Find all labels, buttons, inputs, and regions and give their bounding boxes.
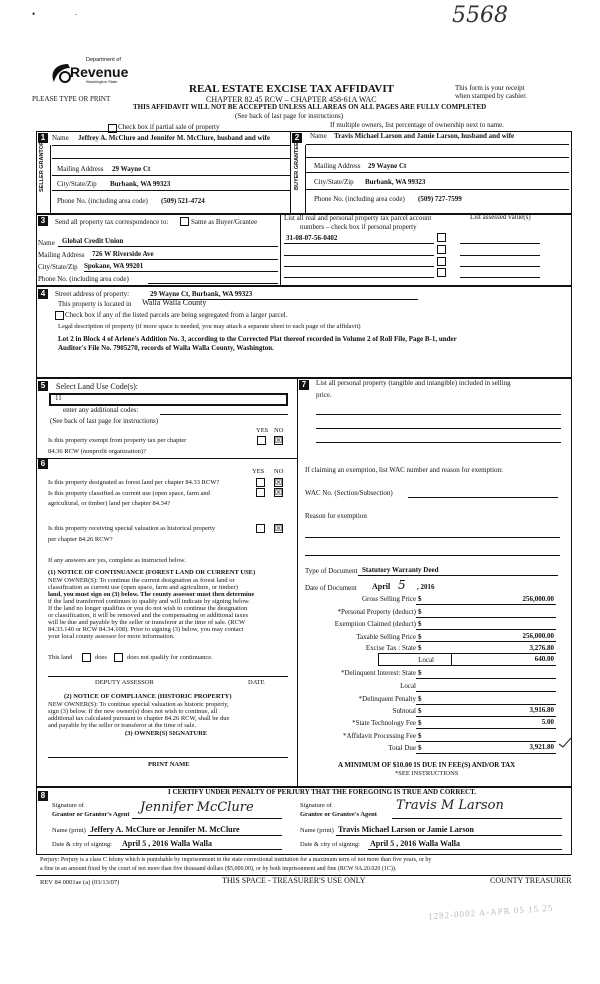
- grantee-name: Travis Michael Larson or Jamie Larson: [338, 825, 474, 834]
- dept-name: Revenue: [70, 64, 129, 80]
- corner-dot: -: [75, 12, 77, 18]
- same-as-buyer-checkbox[interactable]: [180, 217, 189, 226]
- corr-phone-label: Phone No. (including area code): [38, 275, 129, 283]
- seller-city-label: City/State/Zip: [57, 180, 97, 188]
- n2-line: sign (3) below. If the new owner(s) does not wish to continue, all: [48, 708, 218, 715]
- deputy-assessor-label: DEPUTY ASSESSOR: [95, 679, 154, 686]
- doc-date-month: April: [372, 582, 391, 591]
- rev-number: REV 84 0001ae (a) (03/13/07): [40, 879, 120, 886]
- deputy-date-label: DATE: [248, 679, 265, 686]
- calc-label: Excise Tax : State: [365, 644, 416, 652]
- corr-city: Spokane, WA 99201: [84, 262, 144, 270]
- current-use-question-2: agricultural, or timber) land per chapter 84.34?: [48, 500, 171, 507]
- calc-dollar: $: [418, 732, 422, 740]
- see-instructions: *SEE INSTRUCTIONS: [395, 770, 459, 777]
- calc-label: *Personal Property (deduct): [337, 608, 416, 616]
- sec5-no: NO: [274, 427, 284, 434]
- calc-dollar: $: [418, 620, 422, 628]
- exempt-yes-checkbox[interactable]: [257, 436, 266, 445]
- if-yes-note: If any answers are yes, complete as instructed below.: [48, 557, 186, 564]
- handwritten-stamp-number: 5568: [452, 3, 508, 28]
- seller-phone-label: Phone No. (including area code): [57, 197, 148, 205]
- section-2-number: 2: [292, 133, 302, 143]
- grantor-signature: Jennifer McClure: [140, 800, 254, 815]
- historic-question-2: per chapter 84.26 RCW?: [48, 536, 113, 543]
- n2-line: additional tax calculated pursuant to chapter 84.26 RCW, shall be due: [48, 715, 230, 722]
- seller-name-label: Name: [52, 134, 69, 142]
- legal-label: Legal description of property (if more space is needed, you may attach a separate sheet to each page of the affidavit): [58, 323, 361, 330]
- seller-phone: (509) 521-4724: [161, 197, 205, 205]
- form-warning: THIS AFFIDAVIT WILL NOT BE ACCEPTED UNLESS ALL AREAS ON ALL PAGES ARE FULLY COMPLETED: [133, 103, 487, 111]
- county: Walla Walla County: [142, 298, 207, 307]
- buyer-mail-label: Mailing Address: [314, 162, 361, 170]
- seller-side-label: SELLER GRANTOR: [39, 141, 45, 192]
- seller-name: Jeffrey A. McClure and Jennifer M. McClure, husband and wife: [78, 134, 270, 142]
- current-use-question-1: Is this property classified as current use (open space, farm and: [48, 490, 210, 497]
- print-name-label: PRINT NAME: [148, 761, 190, 768]
- historic-no-checkbox[interactable]: ☒: [275, 524, 283, 533]
- owner-signature-title: (3) OWNER(S) SIGNATURE: [125, 730, 208, 737]
- perjury-line-2: a fine in an amount fixed by the court of not more than five thousand dollars ($5,000.00), or by both imprisonment and fine (RCW 9A.20.020 (1C)).: [40, 866, 397, 872]
- this-land-label: This land: [48, 654, 73, 661]
- historic-question-1: Is this property receiving special valuation as historical property: [48, 525, 216, 532]
- calc-label: Exemption Claimed (deduct): [334, 620, 416, 628]
- buyer-phone: (509) 727-7599: [418, 195, 462, 203]
- n1-line: your local county assessor for more information.: [48, 633, 175, 640]
- legal-description-2: Auditor's File No. 7905270, records of Walla Walla County, Washington.: [58, 344, 274, 352]
- see-back: (See back of last page for instructions): [235, 112, 344, 120]
- legal-description-1: Lot 2 in Block 4 of Arlene's Addition No. 3, according to the Corrected Plat thereof recorded in Volume 2 of Roll File, Page B-1, under: [58, 335, 457, 343]
- calc-dollar: $: [418, 719, 422, 727]
- current-use-no-checkbox[interactable]: ☒: [275, 488, 283, 497]
- calc-value: 3,921.80: [529, 743, 554, 751]
- sec6-yes: YES: [252, 468, 265, 475]
- calc-label: Local: [418, 656, 434, 664]
- calc-value: 3,916.80: [529, 706, 554, 714]
- assessed-value-header: List assessed value(s): [470, 213, 531, 221]
- send-correspondence-label: Send all property tax correspondence to:: [55, 218, 169, 226]
- section-3-number: 3: [38, 216, 48, 226]
- buyer-phone-label: Phone No. (including area code): [314, 195, 405, 203]
- doc-date-year: , 2016: [417, 583, 435, 591]
- calc-label: *Delinquent Interest: State: [340, 669, 416, 677]
- land-use-code: 11: [55, 394, 62, 402]
- forest-yes-checkbox[interactable]: [256, 478, 265, 487]
- grantee-signature: Travis M Larson: [396, 798, 504, 813]
- minimum-due-note: A MINIMUM OF $10.00 IS DUE IN FEE(S) AND/OR TAX: [338, 761, 516, 769]
- segregated-checkbox[interactable]: [55, 311, 64, 320]
- reason-label: Reason for exemption: [305, 512, 367, 520]
- doc-type: Statutory Warranty Deed: [362, 566, 439, 574]
- n1-line: If the land no longer qualifies or you do not wish to continue the designation: [48, 605, 248, 612]
- multiple-owners-note: If multiple owners, list percentage of ownership next to name.: [330, 121, 504, 129]
- calc-value: 3,276.80: [529, 644, 554, 652]
- calc-value: 256,000.00: [522, 595, 554, 603]
- n1-line: classification as current use (open space, farm and agriculture, or timber): [48, 584, 238, 591]
- section-6-number: 6: [38, 459, 48, 469]
- grantor-sig-label-1: Signature of: [52, 802, 84, 809]
- seller-city: Burbank, WA 99323: [110, 180, 171, 188]
- n1-line: will be due and payable by the seller or transferor at the time of sale. (RCW: [48, 619, 246, 626]
- doc-date-day: 5: [398, 578, 406, 592]
- n1-line: if the land transferred continues to qualify and will indicate by signing below.: [48, 598, 250, 605]
- calc-value: 256,000.00: [522, 632, 554, 640]
- calc-label: *Delinquent Penalty: [358, 695, 416, 703]
- seller-mail-label: Mailing Address: [57, 165, 104, 173]
- land-does-not-checkbox[interactable]: [114, 653, 123, 662]
- calc-value: 640.00: [534, 655, 554, 663]
- calc-label: Taxable Selling Price: [356, 633, 416, 641]
- sec5-yes: YES: [256, 427, 269, 434]
- parcel-header-1: List all real and personal property tax parcel account: [284, 214, 432, 222]
- calc-label: Local: [400, 682, 416, 690]
- corr-mail-label: Mailing Address: [38, 251, 85, 259]
- county-treasurer: COUNTY TREASURER: [490, 876, 572, 885]
- personal-property-label-1: List all personal property (tangible and intangible) included in selling: [316, 379, 511, 387]
- current-use-yes-checkbox[interactable]: [256, 488, 265, 497]
- street-label: Street address of property:: [55, 290, 130, 298]
- does-not-label: does not qualify for continuance.: [127, 654, 213, 661]
- corr-name: Global Credit Union: [62, 237, 124, 245]
- calc-dollar: $: [418, 595, 422, 603]
- certify-statement: I CERTIFY UNDER PENALTY OF PERJURY THAT THE FOREGOING IS TRUE AND CORRECT.: [168, 788, 477, 796]
- n2-line: and payable by the seller or transferor at the time of sale.: [48, 722, 196, 729]
- calc-dollar: $: [418, 633, 422, 641]
- calc-label: *Affidavit Processing Fee: [343, 732, 416, 740]
- land-use-code-field[interactable]: [49, 393, 288, 406]
- doc-date-label: Date of Document: [305, 584, 357, 592]
- grantor-name: Jeffery A. McClure or Jennifer M. McClure: [90, 825, 240, 834]
- dept-line1: Department of: [86, 57, 121, 63]
- located-label: This property is located in: [58, 300, 132, 308]
- exempt-no-checkbox[interactable]: ☒: [275, 436, 283, 445]
- partial-sale-label: Check box if partial sale of property: [118, 123, 220, 131]
- forest-no-checkbox[interactable]: ☒: [275, 478, 283, 487]
- buyer-name-label: Name: [310, 132, 327, 140]
- grantee-date-label: Date & city of signing:: [300, 841, 360, 848]
- grantor-date: April 5 , 2016 Walla Walla: [122, 839, 212, 848]
- receipt-note-2: when stamped by cashier.: [455, 92, 527, 100]
- please-type: PLEASE TYPE OR PRINT: [32, 95, 111, 103]
- treasurer-use-only: THIS SPACE - TREASURER'S USE ONLY: [222, 876, 366, 885]
- corr-mail: 726 W Riverside Ave: [92, 250, 154, 258]
- historic-yes-checkbox[interactable]: [256, 524, 265, 533]
- calc-label: Gross Selling Price: [361, 595, 416, 603]
- receipt-stamp: 1282-0002 A-APR 05 15 25: [427, 902, 554, 922]
- buyer-side-label: BUYER GRANTEE: [294, 142, 300, 190]
- grantee-sig-label-2: Grantee or Grantee's Agent: [300, 811, 377, 818]
- n1-line: or classification, it will be removed and the compensating or additional taxes: [48, 612, 248, 619]
- grantor-name-label: Name (print): [52, 827, 86, 834]
- seller-mail: 29 Wayne Ct: [112, 165, 151, 173]
- land-does-checkbox[interactable]: [82, 653, 91, 662]
- buyer-mail: 29 Wayne Ct: [368, 162, 407, 170]
- segregated-label: Check box if any of the listed parcels are being segregated from a larger parcel.: [65, 311, 288, 319]
- wac-label: WAC No. (Section/Subsection): [305, 489, 393, 497]
- n1-line: 84.33.140 or RCW 84.34.108). Prior to signing (3) below, you may contact: [48, 626, 244, 633]
- personal-property-label-2: price.: [316, 391, 332, 399]
- notice-compliance-title: (2) NOTICE OF COMPLIANCE (HISTORIC PROPERTY): [64, 693, 232, 700]
- doc-type-label: Type of Document: [305, 567, 358, 575]
- n2-line: NEW OWNER(S): To continue special valuation as historic property,: [48, 701, 229, 708]
- corr-city-label: City/State/Zip: [38, 263, 78, 271]
- dept-line3: Washington State: [86, 79, 118, 84]
- buyer-city: Burbank, WA 99323: [365, 178, 426, 186]
- corner-mark: •: [32, 9, 36, 19]
- form-subtitle: CHAPTER 82.45 RCW – CHAPTER 458-61A WAC: [206, 95, 377, 104]
- corr-name-label: Name: [38, 239, 55, 247]
- additional-codes-label: enter any additional codes:: [63, 406, 139, 414]
- exemption-label: If claiming an exemption, list WAC number and reason for exemption:: [305, 466, 503, 474]
- sec6-no: NO: [274, 468, 284, 475]
- land-use-label: Select Land Use Code(s):: [56, 382, 138, 391]
- street-address: 29 Wayne Ct, Burbank, WA 99323: [150, 290, 253, 298]
- sec5-see-back: (See back of last page for instructions): [50, 417, 159, 425]
- section-1-number: 1: [38, 133, 48, 143]
- n1-line: NEW OWNER(S): To continue the current designation as forest land or: [48, 577, 235, 584]
- exempt-question-1: Is this property exempt from property tax per chapter: [48, 437, 187, 444]
- section-7-number: 7: [299, 380, 309, 390]
- buyer-city-label: City/State/Zip: [314, 178, 354, 186]
- calc-dollar: $: [418, 644, 422, 652]
- section-5-number: 5: [38, 381, 48, 391]
- calc-dollar: $: [418, 669, 422, 677]
- same-as-buyer-label: Same as Buyer/Grantee: [191, 218, 258, 226]
- calc-value: 5.00: [541, 718, 554, 726]
- calc-dollar: $: [418, 695, 422, 703]
- calc-dollar: $: [418, 608, 422, 616]
- receipt-note-1: This form is your receipt: [455, 84, 525, 92]
- section-4-number: 4: [38, 289, 48, 299]
- calc-label: Total Due: [388, 744, 416, 752]
- parcel-number-1: 31-08-07-56-0402: [286, 234, 338, 242]
- grantee-name-label: Name (print): [300, 827, 334, 834]
- calc-dollar: $: [418, 744, 422, 752]
- grantor-sig-label-2: Grantor or Grantor's Agent: [52, 811, 130, 818]
- calc-label: Subtotal: [392, 707, 416, 715]
- notice-continuance-title: (1) NOTICE OF CONTINUANCE (FOREST LAND OR CURRENT USE): [48, 569, 256, 576]
- exempt-question-2: 84.36 RCW (nonprofit organization)?: [48, 448, 146, 455]
- n1-line: land, you must sign on (3) below. The county assessor must then determine: [48, 591, 255, 598]
- form-title: REAL ESTATE EXCISE TAX AFFIDAVIT: [189, 83, 394, 95]
- calc-dollar: $: [418, 707, 422, 715]
- calc-label: *State Technology Fee: [352, 719, 416, 727]
- buyer-name: Travis Michael Larson and Jamie Larson, husband and wife: [334, 132, 515, 140]
- logo-swoosh-icon: [48, 60, 72, 86]
- revenue-logo: [48, 57, 129, 88]
- perjury-line-1: Perjury: Perjury is a class C felony which is punishable by imprisonment in the state correctional institution for a maximum term of not more than five years, or by: [40, 857, 432, 863]
- forest-question: Is this property designated as forest land per chapter 84.33 RCW?: [48, 479, 220, 486]
- parcel-header-2: numbers – check box if personal property: [300, 223, 417, 231]
- grantee-date: April 5 , 2016 Walla Walla: [370, 839, 460, 848]
- section-8-number: 8: [38, 791, 48, 801]
- grantee-sig-label-1: Signature of: [300, 802, 332, 809]
- grantor-date-label: Date & city of signing:: [52, 841, 112, 848]
- checkmark-icon: [558, 736, 572, 748]
- does-label: does: [95, 654, 107, 661]
